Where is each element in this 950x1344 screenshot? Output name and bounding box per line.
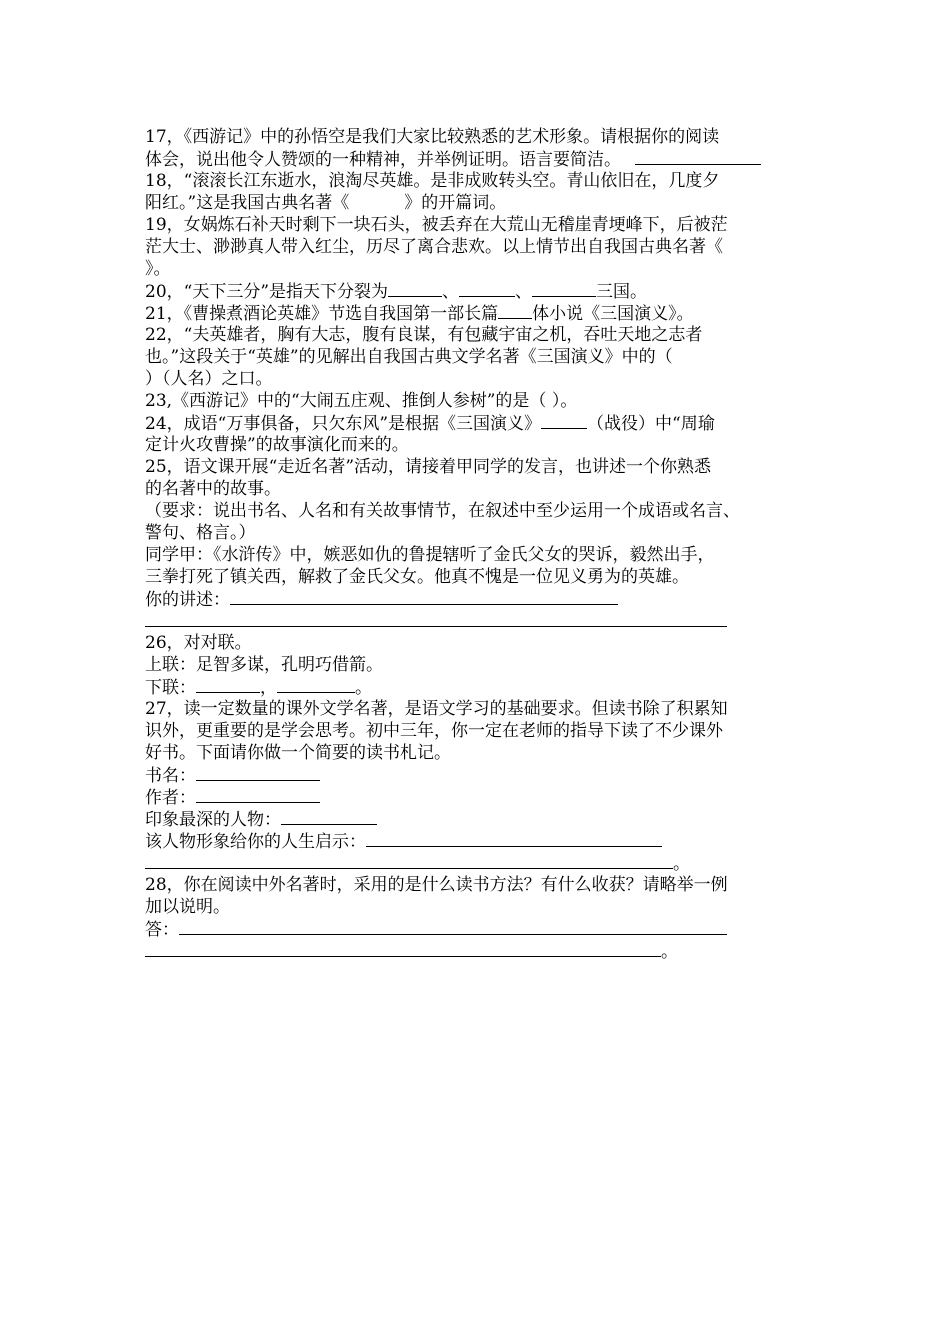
q27-author-line [145,786,815,808]
q24-text-b: （战役）中“周瑜 [587,414,715,434]
q27-line-2: 识外，更重要的是学会思考。初中三年，你一定在老师的指导下读了不少课外 [145,721,723,741]
q24-line-2: 定计火攻曹操”的故事演化而来的。 [145,435,409,455]
q21-text-b: 体小说《三国演义》。 [532,304,694,324]
q27-inspiration-line-2 [145,852,815,874]
q27-inspiration-blank-2[interactable] [145,852,673,869]
q22-line-1: 22，“夫英雄者，胸有大志，腹有良谋，有包藏宇宙之机，吞吐天地之志者 [145,325,703,345]
q20-text-b: 三国。 [596,282,648,302]
q22-line-3: ）（人名）之口。 [145,369,273,389]
q18-line-1: 18，“滚滚长江东逝水，浪淘尽英雄。是非成败转头空。青山依旧在，几度夕 [145,171,720,191]
q25-line-1: 25，语文课开展“走近名著”活动，请接着甲同学的发言，也讲述一个你熟悉 [145,457,712,477]
q27-line-3: 好书。下面请你做一个简要的读书札记。 [145,743,451,763]
q26-label: 下联： [145,678,196,698]
q26-blank-1[interactable] [196,676,260,693]
q27-inspiration-label: 该人物形象给你的人生启示： [145,832,366,852]
q25-line-4: 警句、格言。） [145,523,256,543]
q26-period: 。 [355,678,372,698]
q28-answer-line [145,918,815,940]
q26-line-2: 上联：足智多谋，孔明巧借箭。 [145,655,383,675]
question-list [145,126,815,962]
q26-blank-2[interactable] [277,676,355,693]
q27-book-line [145,764,815,786]
q17-line-2 [145,148,815,170]
q25-line-3: （要求：说出书名、人名和有关故事情节，在叙述中至少运用一个成语或名言、 [145,501,740,521]
q27-book-blank[interactable] [196,764,320,781]
q26-comma: ， [260,678,277,698]
q25-line-5: 同学甲：《水浒传》中，嫉恶如仇的鲁提辖听了金氏父女的哭诉，毅然出手， [145,545,715,565]
q19-line-3: 》。 [145,259,171,279]
q20-line [145,280,815,302]
q28-answer-blank-1[interactable] [179,918,727,935]
q27-character-line [145,808,815,830]
q28-line-1: 28，你在阅读中外名著时，采用的是什么读书方法？有什么收获？请略举一例 [145,875,728,895]
q18-text-a: 阳红。”这是我国古典名著《 [145,193,350,213]
q24-blank[interactable] [541,412,587,429]
q23-line: 23,《西游记》中的“大闹五庄观、推倒人参树”的是（ ）。 [145,391,578,411]
q17-line-1: 17，《西游记》中的孙悟空是我们大家比较熟悉的艺术形象。请根据你的阅读 [145,127,720,147]
q26-line-3 [145,676,815,698]
q20-blank-1[interactable] [388,280,442,297]
q19-line-1: 19，女娲炼石补天时剩下一块石头，被丢弃在大荒山无稽崖青埂峰下，后被茫 [145,215,728,235]
q25-line-7 [145,588,815,610]
q21-line [145,302,815,324]
q18-line-2 [145,192,815,214]
q28-answer-line-2 [145,940,815,962]
q22-line-2: 也。”这段关于“英雄”的见解出自我国古典文学名著《三国演义》中的（ [145,347,673,367]
q27-period: 。 [673,854,690,874]
q28-answer-blank-2[interactable] [145,940,661,957]
q20-sep-2: 、 [515,282,533,302]
q27-character-label: 印象最深的人物： [145,810,281,830]
q24-text-a: 24，成语“万事俱备，只欠东风”是根据《三国演义》 [145,414,542,434]
q26-line-1: 26，对对联。 [145,633,252,653]
q25-line-2: 的名著中的故事。 [145,479,281,499]
q27-line-1: 27，读一定数量的课外文学名著，是语文学习的基础要求。但读书除了积累知 [145,699,728,719]
q25-answer-label: 你的讲述： [145,590,230,610]
q19-line-2: 茫大士、渺渺真人带入红尘，历尽了离合悲欢。以上情节出自我国古典名著《 [145,237,723,257]
q20-sep-1: 、 [442,282,460,302]
q27-inspiration-line [145,830,815,852]
q25-answer-blank-1[interactable] [230,588,618,605]
q21-blank[interactable] [498,302,532,319]
q20-blank-3[interactable] [532,280,596,297]
q25-line-6: 三拳打死了镇关西，解救了金氏父女。他真不愧是一位见义勇为的英雄。 [145,567,689,587]
q20-text-a: 20，“天下三分”是指天下分裂为 [145,282,389,302]
q24-line-1 [145,412,815,434]
q18-text-b: 》的开篇词。 [404,193,507,213]
q25-line-8 [145,610,815,632]
q17-text: 体会，说出他令人赞颂的一种精神，并举例证明。语言要简洁。 [145,150,621,170]
q28-line-2: 加以说明。 [145,897,230,917]
q17-answer-blank[interactable] [635,148,761,165]
q28-period: 。 [661,942,678,962]
q28-answer-label: 答： [145,920,179,940]
q27-character-blank[interactable] [281,808,377,825]
q21-text-a: 21，《曹操煮酒论英雄》节选自我国第一部长篇 [145,304,499,324]
q27-book-label: 书名： [145,766,196,786]
q27-author-blank[interactable] [196,786,320,803]
q27-author-label: 作者： [145,788,196,808]
q25-answer-blank-2[interactable] [145,610,727,627]
q20-blank-2[interactable] [459,280,515,297]
q27-inspiration-blank-1[interactable] [366,830,662,847]
